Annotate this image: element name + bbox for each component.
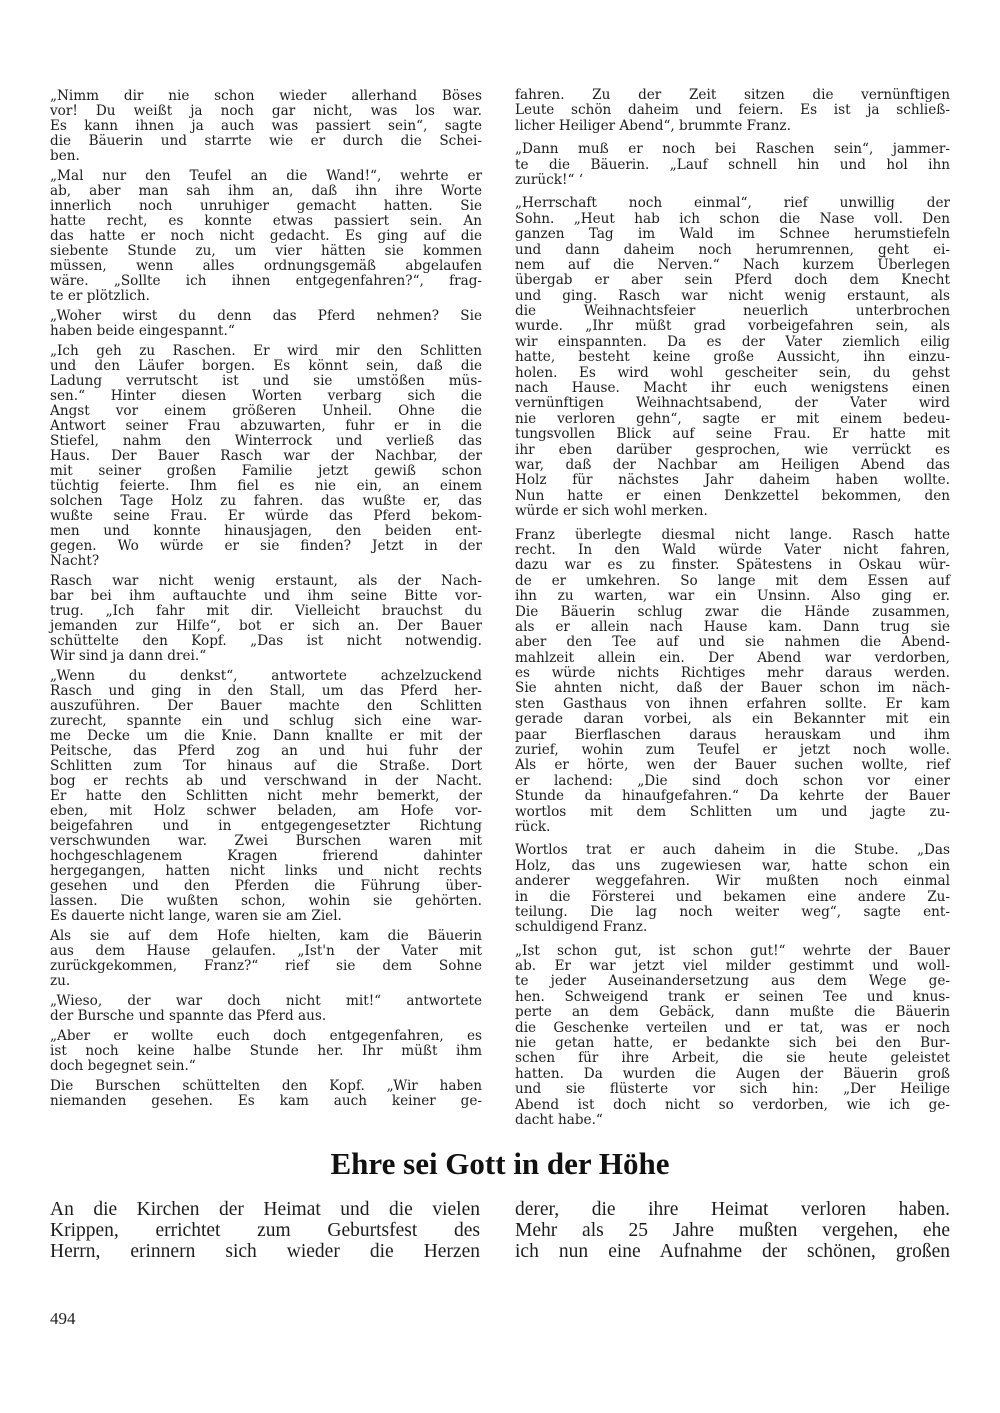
text-line: perte an dem Gebäck, dann mußte die Bäuerin <box>515 1004 950 1021</box>
text-line: Nacht? <box>50 553 100 569</box>
text-line: ab, aber man sah ihm an, daß ihn ihre Worte <box>50 183 482 199</box>
text-line: wäre. „Sollte ich ihnen entgegenfahren?“, frag- <box>50 273 482 289</box>
text-line: mahlzeit allein ein. Der Abend war verdorben, <box>515 649 950 666</box>
page-number: 494 <box>50 1309 76 1328</box>
text-line: schen für ihre Arbeit, die sie heute geleistet <box>515 1050 950 1067</box>
text-line: das hatte er noch nicht gedacht. Es ging auf die <box>50 228 482 244</box>
text-line: hatte, besteht keine große Aussicht, ihn einzu- <box>515 349 950 366</box>
text-line: Peitsche, das Pferd zog an und hui fuhr der <box>50 743 482 759</box>
text-line: me Decke um die Knie. Dann knallte er mit der <box>50 728 482 744</box>
text-line: wortlos mit dem Schlitten um und jagte zu- <box>515 803 950 820</box>
article-right-column <box>515 1199 950 1267</box>
paragraph <box>515 843 950 935</box>
text-line: tüchtig feierte. Ihm fiel es nie ein, an einem <box>50 478 482 494</box>
story-right-column <box>515 88 950 1136</box>
text-line: beigefahren und in entgegengesetzter Richtung <box>50 818 482 834</box>
text-line: Als sie auf dem Hofe hielten, kam die Bäuerin <box>50 928 482 944</box>
paragraph <box>50 669 482 924</box>
text-line: Ladung verrutscht ist und sie umstößen müs- <box>50 373 482 389</box>
text-line: dacht habe.“ <box>515 1112 603 1128</box>
text-line: holen. Es wird wohl gescheiter sein, du gehst <box>515 364 950 381</box>
text-line: in die Försterei und bekamen eine andere Zu- <box>515 888 950 905</box>
text-line: Krippen, errichtet zum Geburtsfest des <box>50 1220 480 1241</box>
text-line: der Bursche und spannte das Pferd aus. <box>50 1008 327 1024</box>
text-line: derer, die ihre Heimat verloren haben. <box>515 1199 950 1220</box>
text-line: dazu war es zu finster. Spätestens in Oskau wür- <box>515 557 950 574</box>
text-line: er lachend: „Die sind doch schon vor einer <box>515 772 950 789</box>
text-line: wußte seine Frau. Er würde das Pferd bekom- <box>50 508 482 524</box>
story-left-column <box>50 89 482 1114</box>
text-line: die Bäuerin und starrte wie er durch die Schei- <box>50 133 482 149</box>
text-line: Holz, das uns zugewiesen war, hatte schon ein <box>515 857 950 874</box>
text-line: An die Kirchen der Heimat und die vielen <box>50 1199 480 1220</box>
text-line: haben beide eingespannt.“ <box>50 323 235 339</box>
text-line: tungsvollen Blick auf seine Frau. Er hatte mit <box>515 426 950 443</box>
text-line: „Wenn du denkst“, antwortete achzelzuckend <box>50 668 482 684</box>
text-line: bar bei ihm auftauchte und ihm seine Bitte vor- <box>50 588 482 604</box>
text-line: hochgeschlagenem Kragen frierend dahinter <box>50 848 482 864</box>
text-line: Leute schön daheim und feiern. Es ist ja schließ- <box>515 102 950 119</box>
text-line: Rasch war nicht wenig erstaunt, als der Nach- <box>50 573 482 589</box>
text-line: „Herrschaft noch einmal“, rief unwillig der <box>515 195 950 212</box>
text-line: rück. <box>515 818 551 835</box>
paragraph <box>50 309 482 339</box>
text-line: aus dem Hause gelaufen. „Ist'n der Vater mit <box>50 943 482 959</box>
text-line: vernünftigen Weihnachtsabend, der Vater wird <box>515 395 950 412</box>
text-line: Wortlos trat er auch daheim in die Stube. „Das <box>515 842 950 859</box>
text-line: gerade daran vorbei, als ein Bekannter mit ein <box>515 711 950 728</box>
text-line: paar Bierflaschen daraus herauskam und ihm <box>515 726 950 743</box>
text-line: aber den Tee auf und sie nahmen die Abend- <box>515 634 950 651</box>
paragraph <box>515 528 950 836</box>
text-line: ben. <box>50 148 80 164</box>
text-line: und sie flüsterte vor sich hin: „Der Heilige <box>515 1081 950 1098</box>
text-line: „Dann muß er noch bei Raschen sein“, jammer- <box>515 141 950 158</box>
text-line: zurecht, spannte ein und schlug sich eine war- <box>50 713 482 729</box>
text-line: „Ist schon gut, ist schon gut!“ wehrte der Bauer <box>515 942 950 959</box>
text-line: Mehr als 25 Jahre mußten vergehen, ehe <box>515 1220 950 1241</box>
text-line: hen. Schweigend trank er seinen Tee und knus- <box>515 988 950 1005</box>
text-line: teilung. Die lag noch weiter weg“, sagte ent- <box>515 903 950 920</box>
text-line: hatte recht, es konnte etwas passiert sein. An <box>50 213 482 229</box>
text-line: licher Heiliger Abend“, brummte Franz. <box>515 117 791 134</box>
text-line: und den Läufer borgen. Es könnt sein, daß die <box>50 358 482 374</box>
text-line: gegen. Wo würde er sie finden? Jetzt in der <box>50 538 482 554</box>
text-line: war, daß der Nachbar am Heiligen Abend das <box>515 456 950 473</box>
text-line: müssen, wenn alles ordnungsgemäß abgelaufen <box>50 258 482 274</box>
text-line: zu. <box>50 973 71 989</box>
text-line: Stiefel, nahm den Winterrock und verließ das <box>50 433 482 449</box>
paragraph <box>50 929 482 989</box>
text-line: siebente Stunde zu, um vier hätten sie kommen <box>50 243 482 259</box>
text-line: Rasch und ging in den Stall, um das Pferd her- <box>50 683 482 699</box>
text-line: trug. „Ich fahr mit dir. Vielleicht brauchst du <box>50 603 482 619</box>
text-line: Abend ist doch nicht so verdorben, wie ich ge- <box>515 1096 950 1113</box>
text-line: die Weihnachtsfeier neuerlich unterbrochen <box>515 303 950 320</box>
text-line: „Aber er wollte euch doch entgegenfahren, es <box>50 1028 482 1044</box>
paragraph <box>50 1199 480 1262</box>
text-line: men und konnte hinausjagen, den beiden ent- <box>50 523 482 539</box>
text-line: ihr eben darüber gesprochen, wie verrückt es <box>515 441 950 458</box>
paragraph <box>50 1079 482 1109</box>
text-line: Sie ahnten nicht, daß der Bauer schon im näch- <box>515 680 950 697</box>
paragraph <box>50 344 482 569</box>
paragraph <box>515 142 950 188</box>
paragraph <box>50 89 482 164</box>
article-left-column <box>50 1199 480 1267</box>
text-line: te die Bäuerin. „Lauf schnell hin und hol ihn <box>515 156 950 173</box>
text-line: ganzen Tag im Wald im Schnee herumstiefeln <box>515 226 950 243</box>
text-line: zurückgekommen, Franz?“ rief sie dem Sohne <box>50 958 482 974</box>
text-line: Die Bäuerin schlug zwar die Hände zusammen, <box>515 603 950 620</box>
text-line: zurück!“ ‘ <box>515 171 584 188</box>
text-line: „Woher wirst du denn das Pferd nehmen? Sie <box>50 308 482 324</box>
paragraph <box>515 944 950 1129</box>
paragraph <box>50 574 482 664</box>
text-line: niemanden gesehen. Es kam auch keiner ge- <box>50 1093 482 1109</box>
text-line: wurde. „Ihr müßt grad vorbeigefahren sein, als <box>515 318 950 335</box>
paragraph <box>50 169 482 304</box>
text-line: doch begegnet sein.“ <box>50 1058 196 1074</box>
text-line: jemanden zur Hilfe“, bot er sich an. Der Bauer <box>50 618 482 634</box>
text-line: und dann daheim noch herumrennen, geht ei- <box>515 241 950 258</box>
text-line: schüttelte den Kopf. „Das ist nicht notwendig. <box>50 633 482 649</box>
text-line: „Nimm dir nie schon wieder allerhand Böses <box>50 88 482 104</box>
text-line: übergab er aber sein Pferd doch dem Knecht <box>515 272 950 289</box>
text-line: zurief, wohin zum Teufel er jetzt noch wolle. <box>515 742 950 759</box>
text-line: bog er rechts ab und verschwand in der Nacht. <box>50 773 482 789</box>
text-line: ihn zu warten, war ein Unsinn. Also ging er. <box>515 588 950 605</box>
text-line: wir einspannten. Da es der Vater ziemlich eilig <box>515 333 950 350</box>
text-line: ist noch keine halbe Stunde her. Ihr müßt ihm <box>50 1043 482 1059</box>
text-line: Nun hatte er einen Denkzettel bekommen, den <box>515 487 950 504</box>
text-line: Antwort seiner Frau abzuwarten, fuhr er in die <box>50 418 482 434</box>
text-line: anderer weggefahren. Wir mußten noch einmal <box>515 873 950 890</box>
text-line: verschwunden war. Zwei Burschen waren mit <box>50 833 482 849</box>
text-line: es würde nichts Richtiges mehr daraus werden. <box>515 665 950 682</box>
text-line: te jeder Auseinandersetzung aus dem Wege ge- <box>515 973 950 990</box>
text-line: gesehen und den Pferden die Führung über- <box>50 878 482 894</box>
text-line: mit seiner großen Familie jetzt gewiß schon <box>50 463 482 479</box>
text-line: nach Hause. Macht ihr euch wenigstens einen <box>515 380 950 397</box>
text-line: schuldigend Franz. <box>515 919 648 936</box>
text-line: Herrn, erinnern sich wieder die Herzen <box>50 1241 480 1262</box>
text-line: Wir sind ja dann drei.“ <box>50 648 207 664</box>
text-line: de er umkehren. So lange mit dem Essen auf <box>515 572 950 589</box>
text-line: fahren. Zu der Zeit sitzen die vernünftigen <box>515 87 950 103</box>
text-line: solchen Tage Holz zu fahren. das wußte er, das <box>50 493 482 509</box>
text-line: Die Burschen schüttelten den Kopf. „Wir haben <box>50 1078 482 1094</box>
text-line: Holz für nächstes Jahr daheim haben wollte. <box>515 472 950 489</box>
text-line: und ging. Rasch war nicht wenig erstaunt, als <box>515 287 950 304</box>
text-line: lassen. Die wußten schon, wohin sie gehörten. <box>50 893 482 909</box>
text-line: hergegangen, hatten nicht links und nicht rechts <box>50 863 482 879</box>
text-line: „Mal nur den Teufel an die Wand!“, wehrte er <box>50 168 482 184</box>
text-line: hatten. Da wurden die Augen der Bäuerin groß <box>515 1065 950 1082</box>
text-line: innerlich noch unruhiger gemacht hatten. Sie <box>50 198 482 214</box>
text-line: Schlitten zum Tor hinaus auf die Straße. Dort <box>50 758 482 774</box>
text-line: „Ich geh zu Raschen. Er wird mir den Schlitten <box>50 343 482 359</box>
text-line: Es kann ihnen ja auch was passiert sein“, sagte <box>50 118 482 134</box>
text-line: recht. In den Wald würde Vater nicht fahren, <box>515 541 950 558</box>
text-line: vor! Du weißt ja noch gar nicht, was los war. <box>50 103 482 119</box>
paragraph <box>515 196 950 519</box>
text-line: ab. Er war jetzt viel milder gestimmt und woll- <box>515 958 950 975</box>
text-line: Es dauerte nicht lange, waren sie am Ziel. <box>50 908 342 924</box>
text-line: Haus. Der Bauer Rasch war der Nachbar, der <box>50 448 482 464</box>
text-line: auszuführen. Der Bauer machte den Schlitten <box>50 698 482 714</box>
text-line: „Wieso, der war doch nicht mit!“ antwortete <box>50 993 482 1009</box>
paragraph <box>50 994 482 1024</box>
text-line: sen.“ Hinter diesen Worten verbarg sich die <box>50 388 482 404</box>
text-line: Angst vor einem größeren Unheil. Ohne die <box>50 403 482 419</box>
text-line: ich nun eine Aufnahme der schönen, großen <box>515 1241 950 1262</box>
text-line: als er allein nach Hause kam. Dann trug sie <box>515 618 950 635</box>
text-line: eben, mit Holz schwer beladen, am Hofe vor- <box>50 803 482 819</box>
text-line: nem auf die Nerven.“ Nach kurzem Überlegen <box>515 256 950 273</box>
text-line: Sohn. „Heut hab ich schon die Nase voll. Den <box>515 210 950 227</box>
text-line: würde er sich wohl merken. <box>515 503 708 520</box>
text-line: Franz überlegte diesmal nicht lange. Rasch hatte <box>515 526 950 543</box>
paragraph <box>515 1199 950 1262</box>
text-line: nie getan hatte, er bedankte sich bei den Bur- <box>515 1035 950 1052</box>
text-line: sten Gasthaus von ihnen erfahren sollte. Er kam <box>515 695 950 712</box>
paragraph <box>50 1029 482 1074</box>
text-line: Stunde da hinaufgefahren.“ Da kehrte der Bauer <box>515 788 950 805</box>
text-line: Als er hörte, wen der Bauer suchen wollte, rief <box>515 757 950 774</box>
text-line: te er plötzlich. <box>50 288 150 304</box>
text-line: die Geschenke verteilen und er tat, was er noch <box>515 1019 950 1036</box>
text-line: Er hatte den Schlitten nicht mehr bemerkt, der <box>50 788 482 804</box>
paragraph <box>515 88 950 134</box>
article-heading: Ehre sei Gott in der Höhe <box>330 1146 670 1181</box>
text-line: nie verloren gehn“, sagte er mit einem bedeu- <box>515 410 950 427</box>
